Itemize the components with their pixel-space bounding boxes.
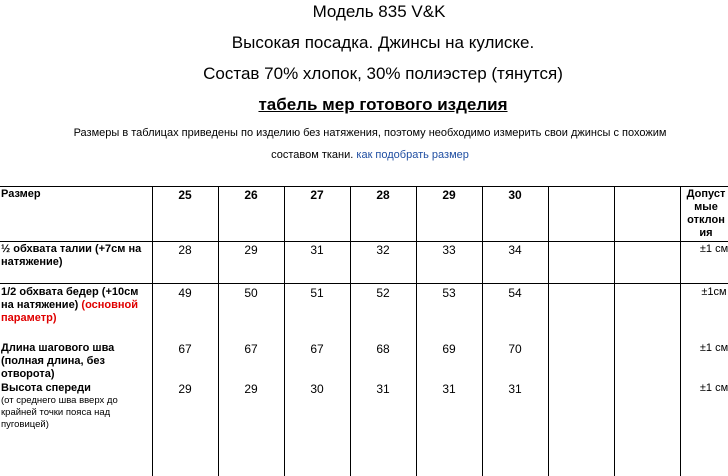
column-divider [152, 186, 153, 476]
cell-value: 67 [244, 342, 258, 356]
column-divider [416, 186, 417, 476]
column-divider [284, 186, 285, 476]
size-guide-link[interactable]: как подобрать размер [356, 149, 469, 161]
column-divider [350, 186, 351, 476]
size-table [0, 186, 728, 476]
size-header: 28 [376, 188, 390, 202]
cell-value: 68 [376, 342, 390, 356]
cell-value: 67 [178, 342, 192, 356]
row-label-waist: ½ обхвата талии (+7см на натяжение) [1, 243, 142, 268]
cell-value: 31 [442, 382, 456, 396]
size-note [50, 122, 690, 166]
row-label-front-rise-note: (от среднего шва вверх до крайней точки пояса над пуговицей) [1, 395, 118, 430]
cell-value: 69 [442, 342, 456, 356]
column-divider [548, 186, 549, 476]
size-header: 29 [442, 188, 456, 202]
cell-value: 29 [178, 382, 192, 396]
tolerance-value: ±1 см [699, 382, 728, 394]
cell-value: 52 [376, 286, 390, 300]
subtitle-composition: Состав 70% хлопок, 30% полиэстер (тянутся) [203, 64, 563, 83]
cell-value: 30 [310, 382, 324, 396]
row-label-inseam: Длина шагового шва (полная длина, без отворота) [1, 342, 115, 380]
table-heading: табель мер готового изделия [258, 95, 508, 114]
subtitle-fit: Высокая посадка. Джинсы на кулиске. [231, 33, 535, 52]
cell-value: 29 [244, 382, 258, 396]
size-header: 30 [508, 188, 522, 202]
cell-value: 51 [310, 286, 324, 300]
row-divider [0, 283, 728, 284]
cell-value: 28 [178, 243, 192, 257]
tolerance-value: ±1см [701, 286, 727, 298]
size-header: 27 [310, 188, 324, 202]
size-header: 25 [178, 188, 192, 202]
cell-value: 34 [508, 243, 522, 257]
cell-value: 67 [310, 342, 324, 356]
table-border-top [0, 186, 728, 187]
row-divider [0, 241, 728, 242]
cell-value: 49 [178, 286, 192, 300]
cell-value: 29 [244, 243, 258, 257]
tolerance-header: Допуст мые отклон ия [686, 188, 726, 239]
row-label-front-rise [1, 382, 153, 431]
row-label-hips-note: (основной параметр) [1, 299, 139, 324]
row-label-hips [1, 286, 151, 325]
size-header-label: Размер [1, 188, 41, 200]
tolerance-value: ±1 см [699, 243, 728, 255]
tolerance-value: ±1 см [699, 342, 728, 354]
column-divider [614, 186, 615, 476]
model-title: Модель 835 V&K [312, 2, 446, 21]
cell-value: 50 [244, 286, 258, 300]
cell-value: 54 [508, 286, 522, 300]
cell-value: 31 [508, 382, 522, 396]
column-divider [218, 186, 219, 476]
cell-value: 33 [442, 243, 456, 257]
column-divider [680, 186, 681, 476]
cell-value: 32 [376, 243, 390, 257]
cell-value: 31 [310, 243, 324, 257]
column-divider [482, 186, 483, 476]
row-label-hips-text: 1/2 обхвата бедер (+10см на натяжение) [1, 286, 139, 311]
row-label-front-rise-text: Высота спереди [1, 382, 91, 394]
size-note-text: Размеры в таблицах приведены по изделию без натяжения, поэтому необходимо измерить свои джинсы с похожим составом ткани. [73, 127, 667, 161]
cell-value: 31 [376, 382, 390, 396]
cell-value: 53 [442, 286, 456, 300]
cell-value: 70 [508, 342, 522, 356]
size-header: 26 [244, 188, 258, 202]
